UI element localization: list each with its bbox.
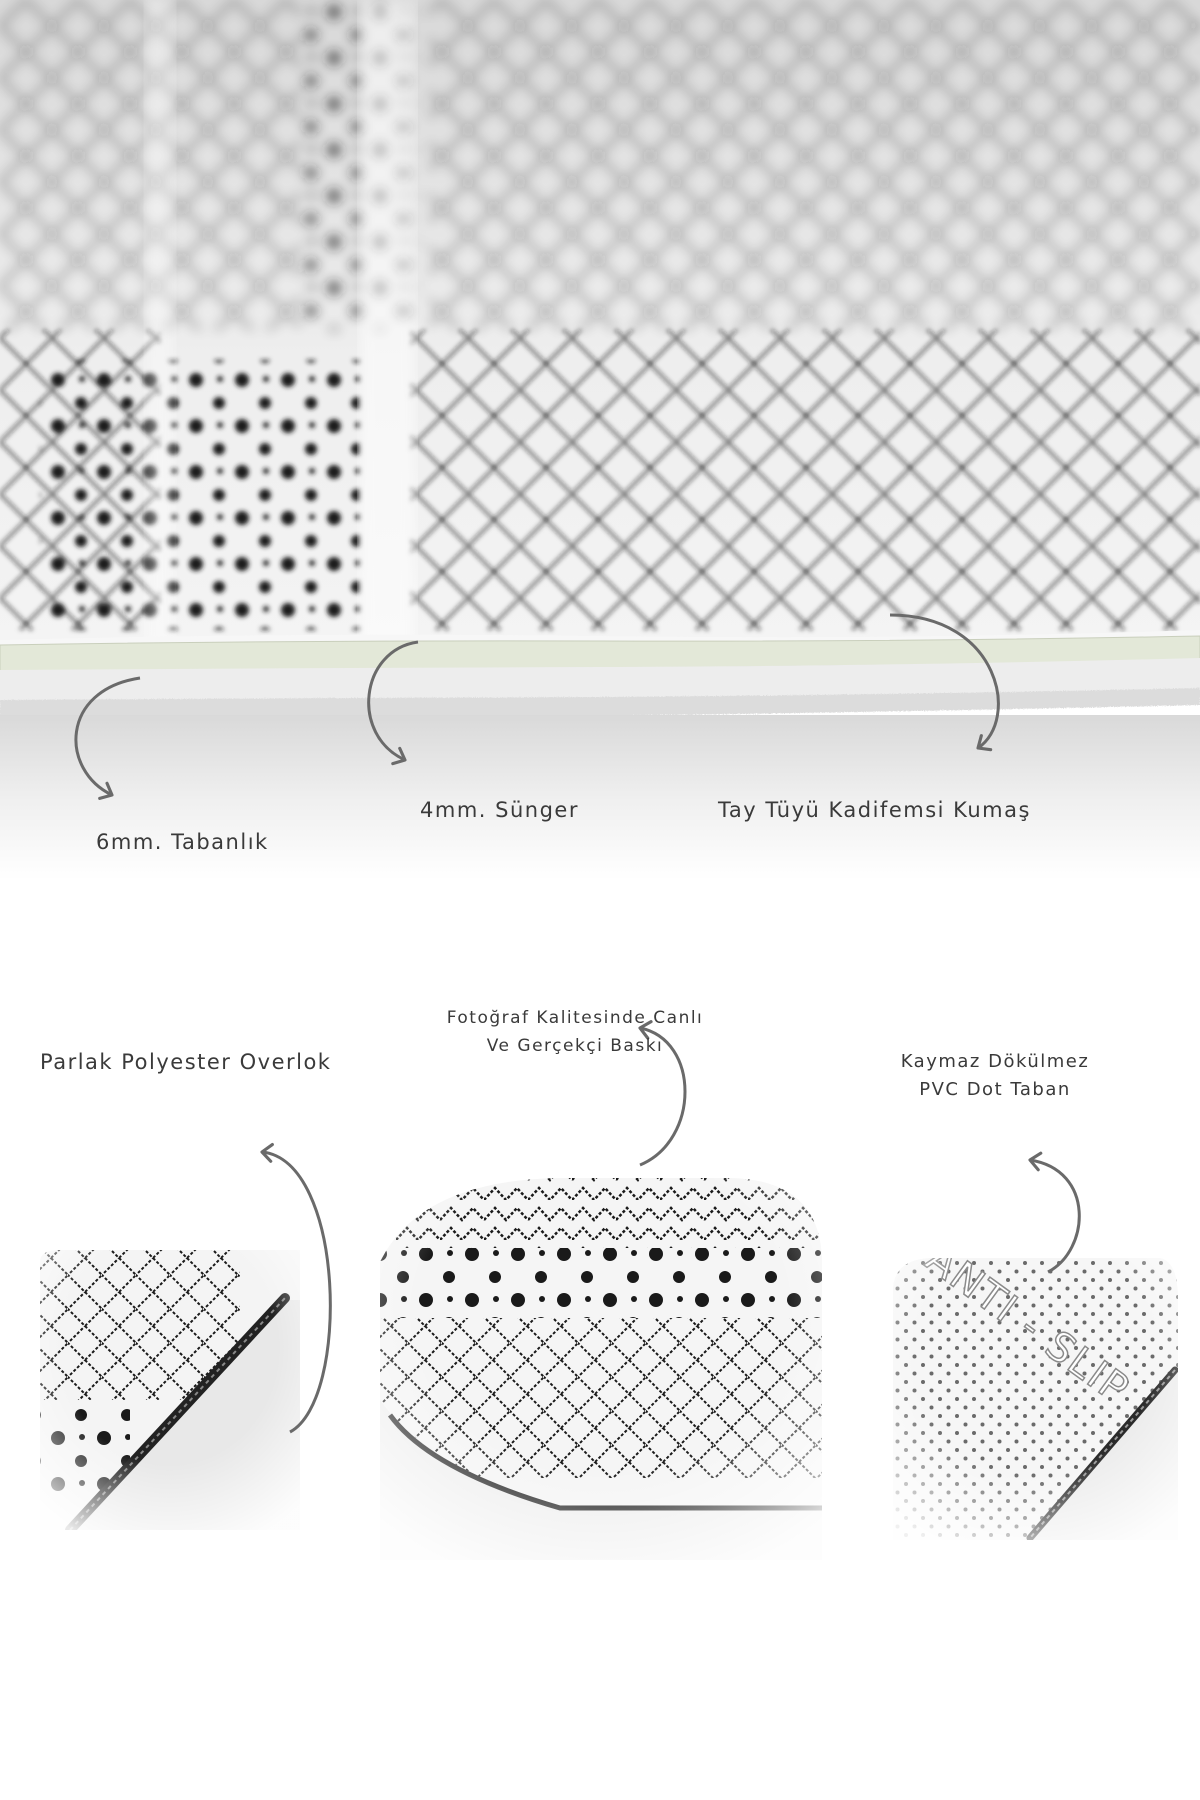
layer-label-base: 6mm. Tabanlık (96, 830, 269, 854)
layer-label-sponge: 4mm. Sünger (420, 798, 579, 822)
rug-closeup-photo (0, 0, 1200, 880)
overlock-edge-photo (40, 1250, 300, 1530)
layer-label-fabric: Tay Tüyü Kadifemsi Kumaş (718, 798, 1031, 822)
rug-pattern-far (0, 0, 1200, 330)
feature-label-antislip-line1: Kaymaz Dökülmez (900, 1051, 1090, 1072)
curved-arrow-icon (1030, 1160, 1079, 1272)
feature-label-print (410, 1004, 740, 1060)
feature-label-overlock: Parlak Polyester Overlok (40, 1050, 332, 1074)
feature-label-antislip (870, 1048, 1120, 1104)
feature-label-print-line2: Ve Gerçekçi Baskı (486, 1036, 664, 1056)
print-quality-photo (380, 1178, 822, 1560)
feature-label-antislip-line2: PVC Dot Taban (919, 1079, 1071, 1100)
feature-label-print-line1: Fotoğraf Kalitesinde Canlı (446, 1008, 704, 1028)
rug-pattern-near (0, 330, 1200, 630)
anti-slip-back-photo (893, 1236, 1180, 1540)
